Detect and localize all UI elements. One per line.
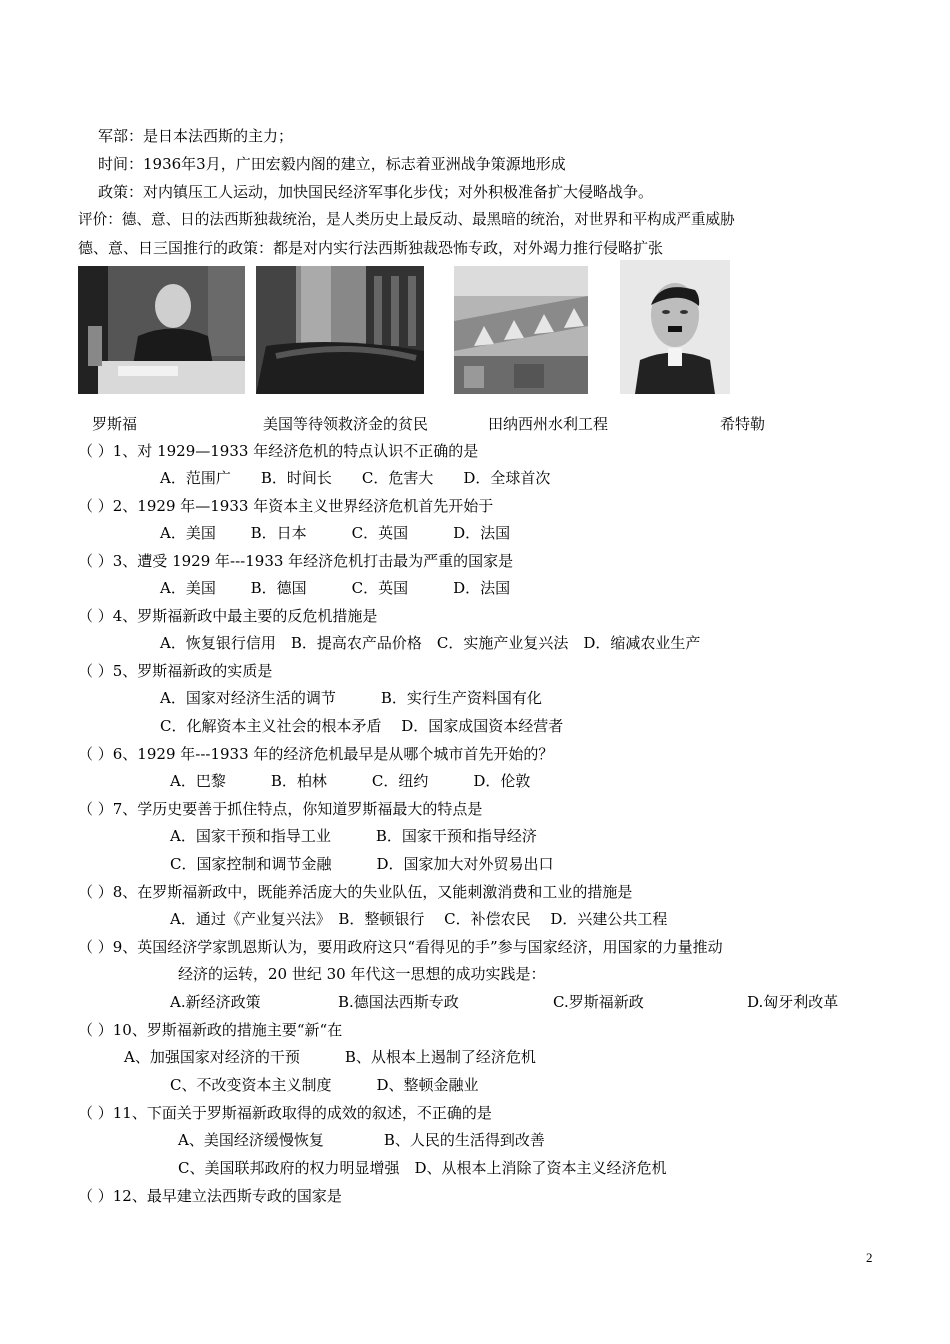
question-1-stem: （ ）1、对 1929—1933 年经济危机的特点认识不正确的是 <box>78 442 479 460</box>
caption-hitler: 希特勒 <box>720 415 766 433</box>
intro-line-military: 军部：是日本法西斯的主力； <box>98 127 294 145</box>
question-7-options-ab: A．国家干预和指导工业 B．国家干预和指导经济 <box>170 827 537 845</box>
question-9-stem: （ ）9、英国经济学家凯恩斯认为，要用政府这只“看得见的手”参与国家经济，用国家的力量推动 <box>78 938 723 956</box>
hitler-photo <box>620 260 730 394</box>
question-7-options-cd: C．国家控制和调节金融 D．国家加大对外贸易出口 <box>170 855 554 873</box>
intro-line-time: 时间：1936年3月，广田宏毅内阁的建立，标志着亚洲战争策源地形成 <box>98 155 566 173</box>
question-6-stem: （ ）6、1929 年---1933 年的经济危机最早是从哪个城市首先开始的？ <box>78 745 554 763</box>
question-9-option-d: D.匈牙利改革 <box>747 993 839 1011</box>
question-5-stem: （ ）5、罗斯福新政的实质是 <box>78 662 273 680</box>
question-3-stem: （ ）3、遭受 1929 年---1933 年经济危机打击最为严重的国家是 <box>78 552 514 570</box>
caption-roosevelt: 罗斯福 <box>92 415 138 433</box>
question-11-options-cd: C、美国联邦政府的权力明显增强 D、从根本上消除了资本主义经济危机 <box>178 1159 667 1177</box>
question-7-stem: （ ）7、学历史要善于抓住特点，你知道罗斯福最大的特点是 <box>78 800 483 818</box>
intro-line-evaluation: 评价：德、意、日的法西斯独裁统治，是人类历史上最反动、最黑暗的统治，对世界和平构成严重威胁 <box>78 211 735 228</box>
question-5-options-ab: A．国家对经济生活的调节 B．实行生产资料国有化 <box>160 689 542 707</box>
question-5-options-cd: C．化解资本主义社会的根本矛盾 D．国家成国资本经营者 <box>160 717 564 735</box>
intro-line-policy: 政策：对内镇压工人运动，加快国民经济军事化步伐；对外积极准备扩大侵略战争。 <box>98 183 654 201</box>
question-12-stem: （ ）12、最早建立法西斯专政的国家是 <box>78 1187 342 1205</box>
question-11-options-ab: A、美国经济缓慢恢复 B、人民的生活得到改善 <box>178 1131 545 1149</box>
intro-line-three-countries: 德、意、日三国推行的政策：都是对内实行法西斯独裁恐怖专政，对外竭力推行侵略扩张 <box>78 239 664 257</box>
caption-breadline: 美国等待领救济金的贫民 <box>263 415 429 433</box>
question-9-continuation: 经济的运转，20 世纪 30 年代这一思想的成功实践是： <box>178 965 546 983</box>
question-9-option-b: B.德国法西斯专政 <box>338 993 459 1011</box>
question-2-options: A．美国 B．日本 C．英国 D．法国 <box>160 524 511 542</box>
breadline-photo <box>256 266 424 394</box>
question-4-options: A．恢复银行信用 B．提高农产品价格 C．实施产业复兴法 D．缩减农业生产 <box>160 634 701 652</box>
question-10-options-cd: C、不改变资本主义制度 D、整顿金融业 <box>170 1076 479 1094</box>
question-8-stem: （ ）8、在罗斯福新政中，既能养活庞大的失业队伍，又能刺激消费和工业的措施是 <box>78 883 633 901</box>
question-1-options: A．范围广 B．时间长 C．危害大 D．全球首次 <box>160 469 551 487</box>
question-3-options: A．美国 B．德国 C．英国 D．法国 <box>160 579 511 597</box>
question-10-stem: （ ）10、罗斯福新政的措施主要“新“在 <box>78 1021 343 1039</box>
page-number: 2 <box>866 1250 873 1265</box>
caption-dam: 田纳西州水利工程 <box>488 415 609 433</box>
question-10-options-ab: A、加强国家对经济的干预 B、从根本上遏制了经济危机 <box>124 1048 536 1066</box>
question-6-options: A．巴黎 B．柏林 C．纽约 D．伦敦 <box>170 772 531 790</box>
question-11-stem: （ ）11、下面关于罗斯福新政取得的成效的叙述，不正确的是 <box>78 1104 492 1122</box>
dam-photo <box>454 266 588 394</box>
question-9-option-c: C.罗斯福新政 <box>553 993 644 1011</box>
roosevelt-photo <box>78 266 245 394</box>
question-8-options: A．通过《产业复兴法》 B．整顿银行 C．补偿农民 D．兴建公共工程 <box>170 910 668 928</box>
question-4-stem: （ ）4、罗斯福新政中最主要的反危机措施是 <box>78 607 378 625</box>
question-2-stem: （ ）2、1929 年—1933 年资本主义世界经济危机首先开始于 <box>78 497 494 515</box>
question-9-option-a: A.新经济政策 <box>170 993 261 1011</box>
